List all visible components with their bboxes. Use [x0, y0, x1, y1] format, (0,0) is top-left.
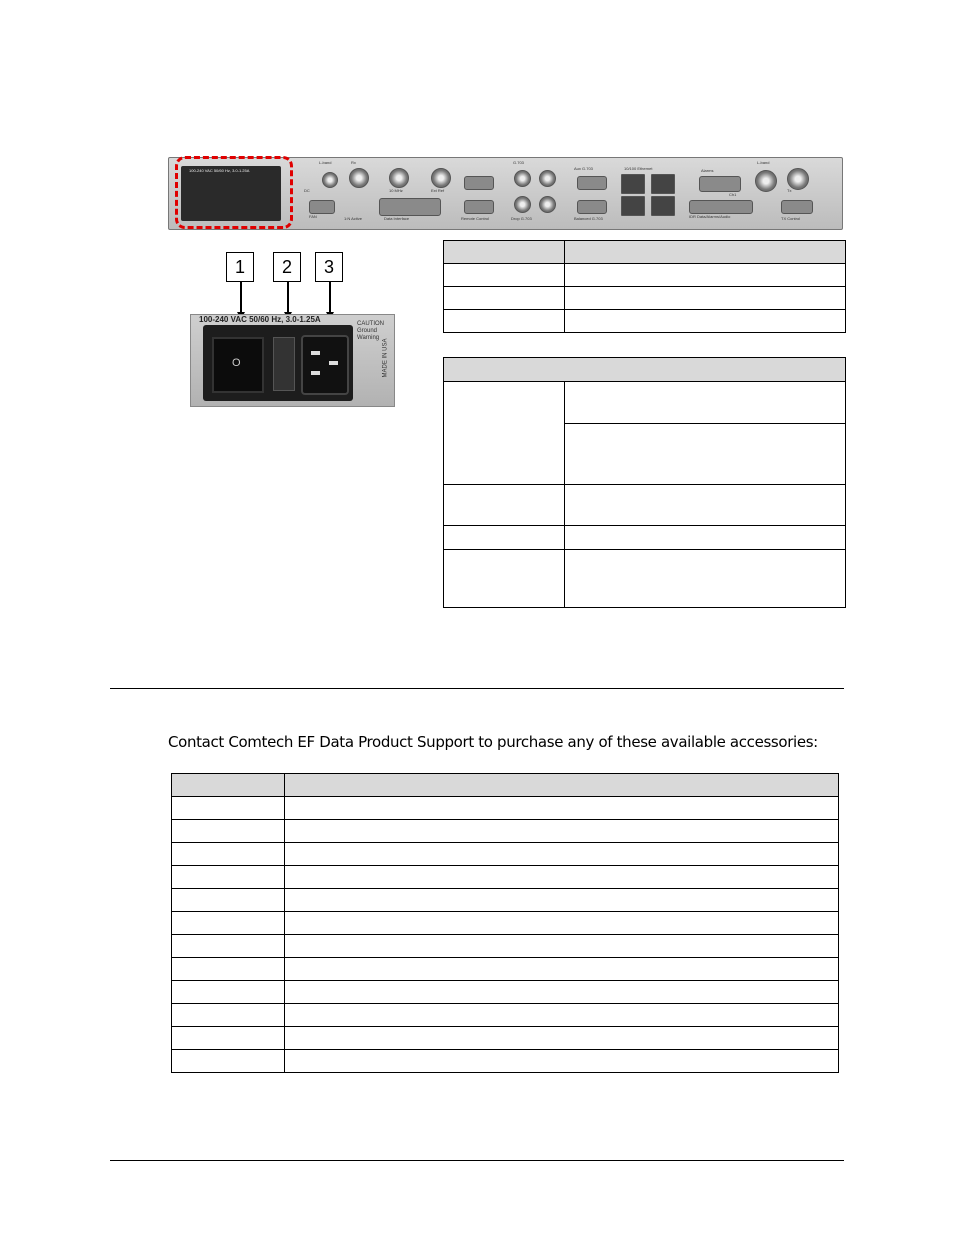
table-cell — [172, 1027, 285, 1050]
table-cell — [285, 1027, 839, 1050]
tx-connector — [787, 168, 809, 190]
inlet-pin — [311, 351, 320, 355]
table-cell — [285, 820, 839, 843]
ethernet-port-1 — [621, 174, 645, 194]
table-cell — [172, 935, 285, 958]
panel-port-label: L-band — [757, 160, 770, 165]
table-cell — [565, 526, 846, 550]
table-header-cell — [172, 774, 285, 797]
arrow-3 — [329, 281, 331, 315]
callout-1: 1 — [226, 252, 254, 282]
panel-port-label: Aux G.703 — [574, 166, 593, 171]
remote-control-port — [464, 200, 494, 214]
table-cell — [172, 981, 285, 1004]
table-row — [444, 264, 846, 287]
table-cell — [565, 424, 846, 485]
table-row — [172, 797, 839, 820]
panel-port-label: DC — [304, 188, 310, 193]
table-cell — [444, 310, 565, 333]
panel-port-label: Ch1 — [729, 192, 737, 197]
power-switch-symbol: O — [232, 357, 241, 369]
panel-port-label: L-band — [319, 160, 332, 165]
l-band-tx-connector — [755, 170, 777, 192]
footer-divider — [110, 1160, 844, 1161]
table-cell — [444, 382, 565, 485]
table-cell — [565, 382, 846, 424]
table-row — [172, 1004, 839, 1027]
power-features-table — [443, 240, 846, 333]
table-row — [172, 866, 839, 889]
10mhz-connector — [389, 168, 409, 188]
table-cell — [172, 912, 285, 935]
table-cell — [565, 264, 846, 287]
table-row — [444, 310, 846, 333]
table-cell — [285, 843, 839, 866]
table-cell — [444, 287, 565, 310]
table-cell — [565, 310, 846, 333]
panel-port-label: 1:N Active — [344, 216, 363, 221]
table-cell — [172, 1050, 285, 1073]
ethernet-port-2 — [651, 174, 675, 194]
table-cell — [172, 958, 285, 981]
power-module — [203, 325, 353, 401]
table-row — [172, 935, 839, 958]
ethernet-port-4 — [651, 196, 675, 216]
table-row — [444, 287, 846, 310]
table-cell — [444, 550, 565, 608]
table-cell — [285, 912, 839, 935]
table-row — [172, 889, 839, 912]
table-cell — [172, 1004, 285, 1027]
panel-port-label: 10 MHz — [389, 188, 403, 193]
aux-g703-port — [577, 176, 607, 190]
table-header-cell — [565, 241, 846, 264]
table-cell — [285, 866, 839, 889]
table-header-cell — [444, 358, 846, 382]
fan-port — [309, 200, 335, 214]
idr-data-port — [689, 200, 753, 214]
table-cell — [444, 526, 565, 550]
rx-connector — [349, 168, 369, 188]
table-row — [172, 958, 839, 981]
section-divider — [110, 688, 844, 689]
ac-inlet — [301, 335, 349, 395]
g703-connector-1 — [514, 170, 531, 187]
fuse-holder — [273, 337, 295, 391]
table-cell — [285, 797, 839, 820]
table-row — [444, 526, 846, 550]
panel-port-label: G.703 — [513, 160, 524, 165]
drop-connector-1 — [514, 196, 531, 213]
ethernet-port-3 — [621, 196, 645, 216]
table-cell — [172, 820, 285, 843]
arrow-1 — [240, 281, 242, 315]
table-cell — [565, 485, 846, 526]
table-row — [444, 382, 846, 424]
accessories-table — [171, 773, 839, 1073]
table-header-cell — [444, 241, 565, 264]
panel-port-label: IDR Data/Alarms/Audio — [689, 214, 731, 219]
table-cell — [285, 981, 839, 1004]
panel-rating-text: 100-240 VAC 50/60 Hz, 3.0-1.25A — [189, 168, 250, 173]
table-cell — [444, 264, 565, 287]
table-cell — [172, 797, 285, 820]
panel-port-label: Rx — [351, 160, 356, 165]
power-switch — [212, 337, 264, 393]
remote-control-port-top — [464, 176, 494, 190]
panel-port-label: Tx — [787, 188, 792, 193]
table-row — [172, 1050, 839, 1073]
made-in-usa-label: MADE IN USA — [382, 338, 389, 378]
power-highlight-outline — [175, 156, 293, 229]
table-cell — [285, 935, 839, 958]
table-row — [444, 485, 846, 526]
ext-ref-connector — [431, 168, 451, 188]
panel-port-label: Alarms — [701, 168, 714, 173]
panel-port-label: 10/100 Ethernet — [624, 166, 653, 171]
panel-port-label: TX Control — [781, 216, 801, 221]
inlet-pin — [311, 371, 320, 375]
table-row — [172, 1027, 839, 1050]
inlet-pin — [329, 361, 338, 365]
table-row — [172, 843, 839, 866]
table-row — [172, 981, 839, 1004]
table-row — [172, 820, 839, 843]
power-plate — [190, 314, 395, 407]
callout-2: 2 — [273, 252, 301, 282]
power-specifications-table — [443, 357, 846, 608]
table-cell — [285, 1050, 839, 1073]
g703-connector-2 — [539, 170, 556, 187]
table-cell — [285, 958, 839, 981]
caution-label: CAUTION Ground Warning — [357, 321, 384, 341]
power-rating-label: 100-240 VAC 50/60 Hz, 3.0-1.25A — [199, 315, 321, 324]
alarms-port — [699, 176, 741, 192]
table-cell — [285, 889, 839, 912]
panel-port-label: Ext Ref — [431, 188, 445, 193]
table-header-row — [444, 358, 846, 382]
panel-port-label: Balanced G.703 — [574, 216, 603, 221]
table-header-cell — [285, 774, 839, 797]
table-cell — [565, 550, 846, 608]
rear-panel-image — [168, 157, 843, 230]
panel-port-label: Drop G.703 — [511, 216, 532, 221]
table-row — [444, 550, 846, 608]
table-cell — [285, 1004, 839, 1027]
drop-connector-2 — [539, 196, 556, 213]
table-cell — [172, 843, 285, 866]
table-cell — [172, 866, 285, 889]
table-header-row — [444, 241, 846, 264]
panel-port-label: FAN — [309, 214, 317, 219]
arrow-2 — [287, 281, 289, 315]
callout-3: 3 — [315, 252, 343, 282]
table-cell — [565, 287, 846, 310]
table-cell — [444, 485, 565, 526]
table-row — [172, 912, 839, 935]
tx-control-port — [781, 200, 813, 214]
accessories-intro-text: Contact Comtech EF Data Product Support to purchase any of these available accessories: — [168, 733, 818, 751]
panel-port-label: Remote Control — [461, 216, 490, 221]
power-inlet-closeup — [190, 252, 395, 407]
data-interface-port — [379, 198, 441, 216]
panel-port-label: Data Interface — [384, 216, 410, 221]
balanced-g703-port — [577, 200, 607, 214]
table-header-row — [172, 774, 839, 797]
table-cell — [172, 889, 285, 912]
l-band-rx-connector — [322, 172, 338, 188]
